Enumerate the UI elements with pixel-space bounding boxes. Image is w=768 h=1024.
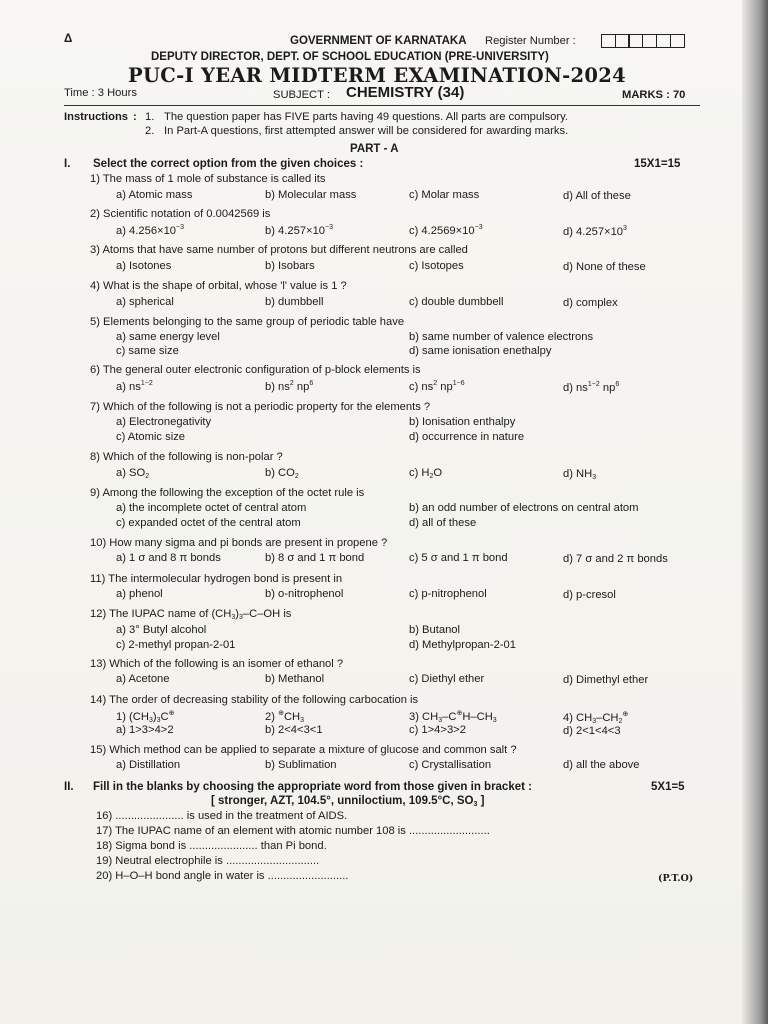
question-10: 10) How many sigma and pi bonds are present in propene ? — [90, 537, 388, 549]
q1-option-a: a) Atomic mass — [116, 189, 193, 201]
q13-option-b: b) Methanol — [265, 673, 325, 685]
register-number-label: Register Number : — [485, 35, 576, 47]
question-14: 14) The order of decreasing stability of the following carbocation is — [90, 694, 419, 706]
q14-carbocation-3: 3) $CH_3-C^\oplus H-CH_3$ — [409, 710, 497, 724]
q5-option-d: d) same ionisation enethalpy — [409, 345, 552, 357]
q13-option-c: c) Diethyl ether — [409, 673, 485, 685]
q12-option-b: b) Butanol — [409, 624, 460, 636]
q2-option-c: c) $4.2569\times 10^{-3}$ — [409, 224, 483, 237]
q14-carbocation-4: 4) $CH_3-CH_2^\oplus$ — [563, 711, 629, 725]
question-9: 9) Among the following the exception of the octet rule is — [90, 487, 365, 499]
scan-edge-shadow — [742, 0, 768, 1024]
instruction-2: In Part-A questions, first attempted answer will be considered for awarding marks. — [164, 125, 569, 137]
question-3: 3) Atoms that have same number of protons but different neutrons are called — [90, 244, 468, 256]
exam-title: PUC-I YEAR MIDTERM EXAMINATION-2024 — [128, 64, 626, 87]
question-6: 6) The general outer electronic configuration of p-block elements is — [90, 364, 421, 376]
q4-option-a: a) spherical — [116, 296, 174, 308]
q14-carbocation-2: 2) $^\oplus CH_3$ — [265, 710, 305, 724]
q6-option-d: d) $ns^{1-2}$ $np^6$ — [563, 381, 620, 394]
question-12: 12) The IUPAC name of $(CH_3)_3-C-OH$ is — [90, 608, 292, 621]
section-1-marks: 15X1=15 — [634, 158, 681, 170]
q8-option-a: a) $SO_2$ — [116, 467, 150, 480]
q5-option-c: c) same size — [116, 345, 179, 357]
q15-option-d: d) all the above — [563, 759, 640, 771]
word-bank: [ stronger, AZT, 104.5°, unniloctium, 109.5°C, $SO_3$ ] — [211, 795, 485, 808]
q1-option-c: c) Molar mass — [409, 189, 480, 201]
instructions-label: Instructions — [64, 111, 129, 123]
instruction-2-num: 2. — [145, 125, 155, 137]
q14-option-a: a) 1>3>4>2 — [116, 724, 174, 736]
section-2-marks: 5X1=5 — [651, 781, 685, 793]
fill-blank-17: 17) The IUPAC name of an element with atomic number 108 is .......................... — [96, 825, 490, 837]
q2-option-d: d) $4.257\times 10^3$ — [563, 225, 627, 238]
marks-label: MARKS : 70 — [622, 89, 686, 101]
question-13: 13) Which of the following is an isomer of ethanol ? — [90, 658, 344, 670]
fill-blank-19: 19) Neutral electrophile is .............................. — [96, 855, 320, 867]
government-line: GOVERNMENT OF KARNATAKA — [290, 35, 467, 47]
q8-option-d: d) $NH_3$ — [563, 468, 597, 481]
q4-option-b: b) dumbbell — [265, 296, 324, 308]
q6-option-c: c) $ns^2$ $np^{1-6}$ — [409, 380, 465, 393]
q8-option-c: c) $H_2O$ — [409, 467, 443, 480]
fill-blank-18: 18) Sigma bond is ...................... than Pi bond. — [96, 840, 327, 852]
instruction-1: The question paper has FIVE parts having 49 questions. All parts are compulsory. — [164, 111, 569, 123]
q7-option-d: d) occurrence in nature — [409, 431, 525, 443]
q15-option-a: a) Distillation — [116, 759, 181, 771]
q10-option-a: a) 1 σ and 8 π bonds — [116, 552, 221, 564]
instructions-colon: : — [133, 111, 137, 123]
q15-option-b: b) Sublimation — [265, 759, 337, 771]
question-1: 1) The mass of 1 mole of substance is called its — [90, 173, 326, 185]
q14-option-d: d) 2<1<4<3 — [563, 725, 621, 737]
section-2-num: II. — [64, 781, 74, 793]
q14-option-c: c) 1>4>3>2 — [409, 724, 466, 736]
question-7: 7) Which of the following is not a periodic property for the elements ? — [90, 401, 431, 413]
q2-option-b: b) $4.257\times 10^{-3}$ — [265, 224, 334, 237]
header-divider — [64, 105, 700, 106]
q12-option-a: a) 3° Butyl alcohol — [116, 624, 207, 636]
section-1-num: I. — [64, 158, 71, 170]
question-5: 5) Elements belonging to the same group of periodic table have — [90, 316, 405, 328]
question-8: 8) Which of the following is non-polar ? — [90, 451, 283, 463]
q14-option-b: b) 2<4<3<1 — [265, 724, 323, 736]
q6-option-a: a) $ns^{1-2}$ — [116, 380, 153, 393]
section-2-title: Fill in the blanks by choosing the appropriate word from those given in bracket : — [93, 781, 532, 793]
q3-option-c: c) Isotopes — [409, 260, 464, 272]
q9-option-b: b) an odd number of electrons on central atom — [409, 502, 639, 514]
question-4: 4) What is the shape of orbital, whose 'l' value is 1 ? — [90, 280, 347, 292]
q13-option-a: a) Acetone — [116, 673, 170, 685]
q10-option-b: b) 8 σ and 1 π bond — [265, 552, 365, 564]
q9-option-a: a) the incomplete octet of central atom — [116, 502, 307, 514]
q1-option-b: b) Molecular mass — [265, 189, 357, 201]
question-2: 2) Scientific notation of 0.0042569 is — [90, 208, 271, 220]
q5-option-a: a) same energy level — [116, 331, 220, 343]
q9-option-c: c) expanded octet of the central atom — [116, 517, 301, 529]
time-label: Time : 3 Hours — [64, 87, 137, 99]
q11-option-d: d) p-cresol — [563, 589, 616, 601]
section-1-title: Select the correct option from the given choices : — [93, 158, 364, 170]
q1-option-d: d) All of these — [563, 190, 631, 202]
part-a-title: PART - A — [350, 143, 399, 155]
q9-option-d: d) all of these — [409, 517, 477, 529]
q3-option-d: d) None of these — [563, 261, 646, 273]
triangle-mark: Δ — [64, 33, 73, 45]
q10-option-d: d) 7 σ and 2 π bonds — [563, 553, 668, 565]
q10-option-c: c) 5 σ and 1 π bond — [409, 552, 508, 564]
fill-blank-20: 20) H–O–H bond angle in water is .......................... — [96, 870, 349, 882]
q8-option-b: b) $CO_2$ — [265, 467, 299, 480]
q4-option-c: c) double dumbbell — [409, 296, 504, 308]
q3-option-b: b) Isobars — [265, 260, 315, 272]
q14-carbocation-1: 1) $(CH_3)_3C^\oplus$ — [116, 710, 175, 724]
instruction-1-num: 1. — [145, 111, 155, 123]
subject-label: SUBJECT : — [273, 89, 330, 101]
q4-option-d: d) complex — [563, 297, 618, 309]
question-15: 15) Which method can be applied to separate a mixture of glucose and common salt ? — [90, 744, 517, 756]
q12-option-d: d) Methylpropan-2-01 — [409, 639, 516, 651]
register-number-boxes[interactable] — [602, 34, 685, 53]
question-11: 11) The intermolecular hydrogen bond is present in — [90, 573, 343, 585]
q2-option-a: a) $4.256\times 10^{-3}$ — [116, 224, 185, 237]
q11-option-c: c) p-nitrophenol — [409, 588, 487, 600]
q6-option-b: b) $ns^2$ $np^6$ — [265, 380, 314, 393]
pto-note: (P.T.O) — [658, 873, 694, 884]
q7-option-b: b) Ionisation enthalpy — [409, 416, 516, 428]
department-line: DEPUTY DIRECTOR, DEPT. OF SCHOOL EDUCATION (PRE-UNIVERSITY) — [151, 51, 549, 63]
q5-option-b: b) same number of valence electrons — [409, 331, 594, 343]
q13-option-d: d) Dimethyl ether — [563, 674, 649, 686]
q7-option-a: a) Electronegativity — [116, 416, 212, 428]
q11-option-a: a) phenol — [116, 588, 163, 600]
q11-option-b: b) o-nitrophenol — [265, 588, 344, 600]
subject-name: CHEMISTRY (34) — [346, 84, 465, 101]
q12-option-c: c) 2-methyl propan-2-01 — [116, 639, 236, 651]
fill-blank-16: 16) ...................... is used in the treatment of AIDS. — [96, 810, 348, 822]
q3-option-a: a) Isotones — [116, 260, 172, 272]
q15-option-c: c) Crystallisation — [409, 759, 492, 771]
q7-option-c: c) Atomic size — [116, 431, 186, 443]
